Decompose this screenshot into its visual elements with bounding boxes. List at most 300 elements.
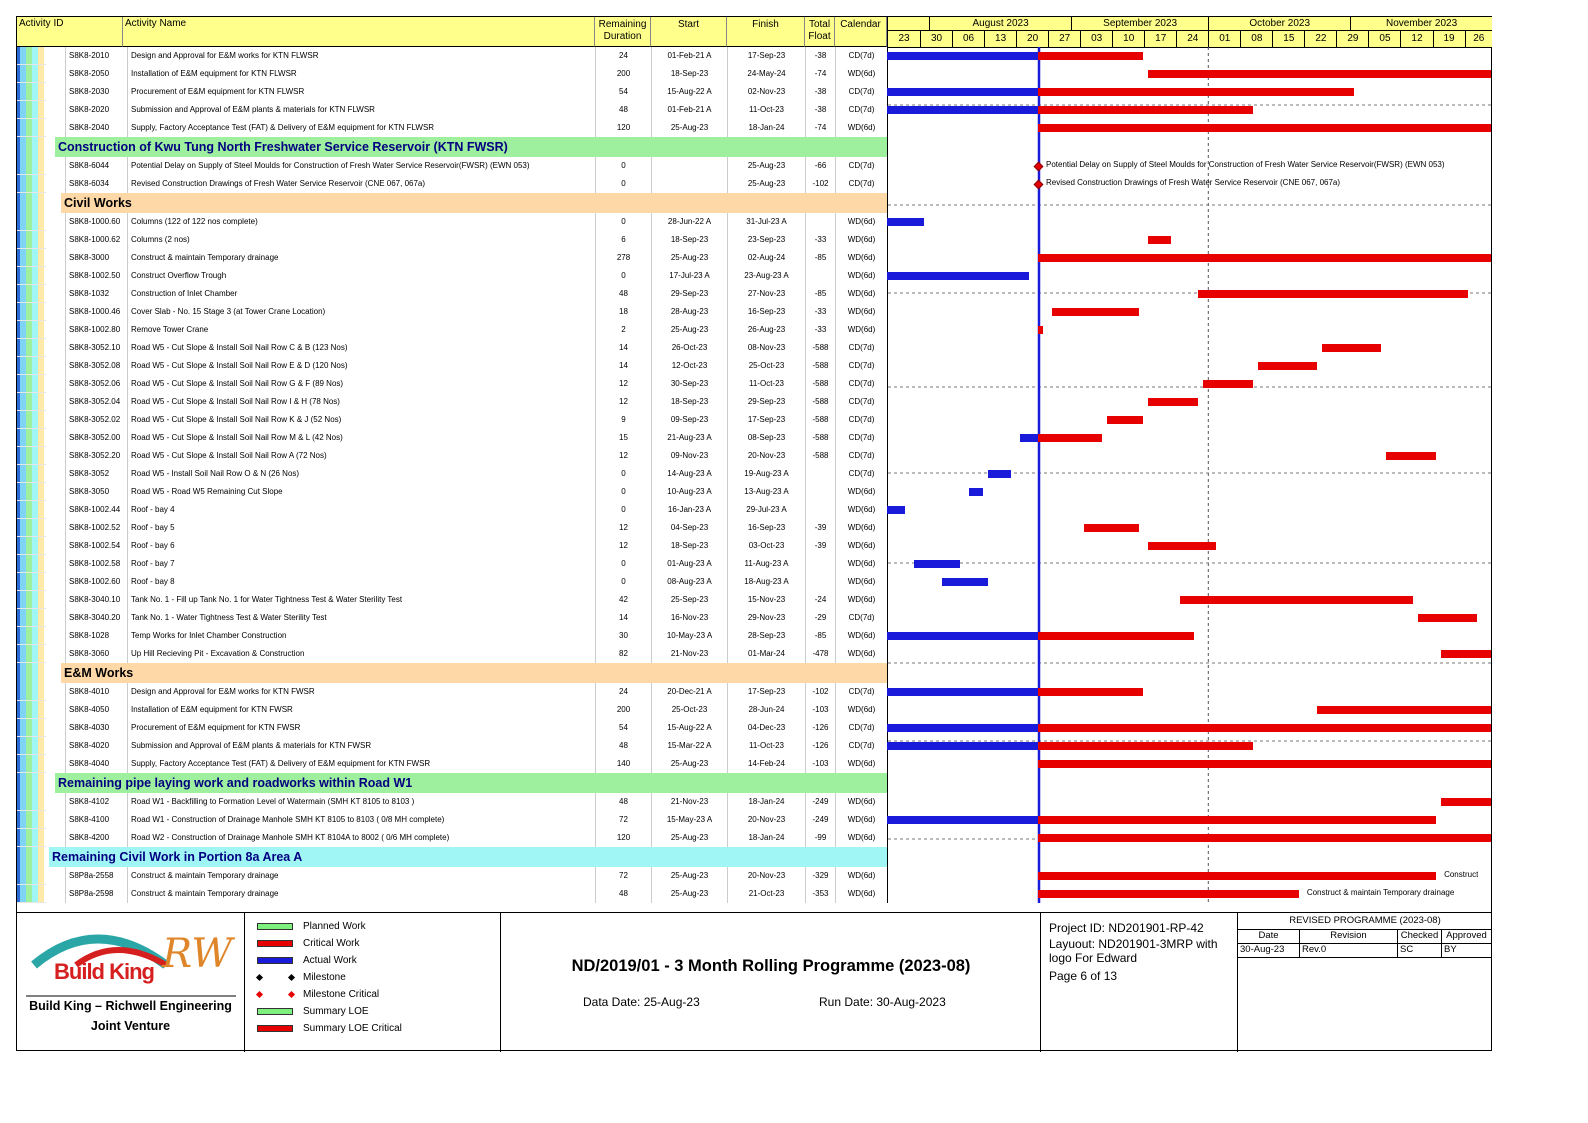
- activity-name: Road W5 - Cut Slope & Install Soil Nail Row I & H (78 Nos): [127, 393, 593, 411]
- section-header[interactable]: Construction of Kwu Tung North Freshwater Service Reservoir (KTN FWSR): [55, 137, 887, 157]
- activity-id: S8K8-3052.10: [65, 339, 123, 357]
- activity-row[interactable]: [17, 267, 887, 285]
- remaining-duration: 0: [595, 573, 651, 591]
- total-float: -102: [805, 683, 835, 701]
- total-float: -588: [805, 411, 835, 429]
- revision-header: Checked: [1398, 930, 1442, 944]
- start-date: 21-Nov-23: [651, 793, 727, 811]
- activity-name: Tank No. 1 - Fill up Tank No. 1 for Water Tightness Test & Water Sterility Test: [127, 591, 593, 609]
- activity-name: Road W5 - Cut Slope & Install Soil Nail Row A (72 Nos): [127, 447, 593, 465]
- activity-row[interactable]: [17, 101, 887, 119]
- activity-id: S8K8-4010: [65, 683, 123, 701]
- finish-date: 26-Aug-23: [727, 321, 805, 339]
- start-date: 15-May-23 A: [651, 811, 727, 829]
- timescale-week: 13: [984, 31, 1016, 47]
- activity-row[interactable]: [17, 867, 887, 885]
- critical-work-bar[interactable]: [1038, 124, 1491, 132]
- remaining-duration: 12: [595, 375, 651, 393]
- critical-work-bar[interactable]: [1038, 434, 1102, 442]
- activity-id: S8K8-3052.04: [65, 393, 123, 411]
- actual-work-bar[interactable]: [887, 88, 1038, 96]
- activity-id: S8P8a-2558: [65, 867, 123, 885]
- critical-work-bar[interactable]: [1198, 290, 1468, 298]
- finish-date: 29-Sep-23: [727, 393, 805, 411]
- remaining-duration: 6: [595, 231, 651, 249]
- critical-work-bar[interactable]: [1038, 688, 1143, 696]
- activity-id: S8K8-3052.00: [65, 429, 123, 447]
- actual-work-bar[interactable]: [1020, 434, 1038, 442]
- activity-name: Design and Approval for E&M works for KTN FWSR: [127, 683, 593, 701]
- activity-row[interactable]: [17, 811, 887, 829]
- activity-id: S8K8-3040.10: [65, 591, 123, 609]
- activity-row[interactable]: [17, 537, 887, 555]
- critical-work-bar[interactable]: [1038, 760, 1491, 768]
- critical-work-bar[interactable]: [1038, 254, 1491, 262]
- activity-row[interactable]: [17, 627, 887, 645]
- critical-work-bar[interactable]: [1107, 416, 1144, 424]
- timescale-month: September 2023: [1071, 17, 1208, 31]
- critical-work-bar[interactable]: [1038, 724, 1491, 732]
- total-float: -102: [805, 175, 835, 193]
- activity-row[interactable]: [17, 591, 887, 609]
- start-date: 29-Sep-23: [651, 285, 727, 303]
- remaining-duration: 12: [595, 393, 651, 411]
- start-date: 10-May-23 A: [651, 627, 727, 645]
- revision-value: 30-Aug-23: [1238, 944, 1300, 958]
- critical-work-bar[interactable]: [1317, 706, 1491, 714]
- header-finish[interactable]: Finish: [727, 17, 805, 47]
- start-date: 10-Aug-23 A: [651, 483, 727, 501]
- actual-work-bar[interactable]: [887, 272, 1029, 280]
- remaining-duration: 48: [595, 793, 651, 811]
- start-date: 28-Jun-22 A: [651, 213, 727, 231]
- start-date: 21-Nov-23: [651, 645, 727, 663]
- start-date: 18-Sep-23: [651, 65, 727, 83]
- activity-row[interactable]: [17, 119, 887, 137]
- activity-row[interactable]: [17, 719, 887, 737]
- total-float: [805, 267, 835, 285]
- activity-row[interactable]: [17, 793, 887, 811]
- calendar: CD(7d): [835, 465, 887, 483]
- activity-name: Construct & maintain Temporary drainage: [127, 885, 593, 903]
- activity-row[interactable]: [17, 357, 887, 375]
- actual-work-bar[interactable]: [887, 106, 1038, 114]
- activity-id: S8K8-2040: [65, 119, 123, 137]
- timescale-week: 20: [1016, 31, 1048, 47]
- activity-name: Roof - bay 8: [127, 573, 593, 591]
- activity-row[interactable]: [17, 411, 887, 429]
- activity-name: Roof - bay 6: [127, 537, 593, 555]
- start-date: 25-Aug-23: [651, 829, 727, 847]
- timescale-week: 24: [1176, 31, 1208, 47]
- critical-work-bar[interactable]: [1038, 834, 1491, 842]
- start-date: 14-Aug-23 A: [651, 465, 727, 483]
- finish-date: 25-Oct-23: [727, 357, 805, 375]
- finish-date: 13-Aug-23 A: [727, 483, 805, 501]
- activity-row[interactable]: [17, 285, 887, 303]
- start-date: 16-Nov-23: [651, 609, 727, 627]
- activity-row[interactable]: [17, 645, 887, 663]
- header-activity-name[interactable]: Activity Name: [123, 17, 595, 47]
- legend-label: Planned Work: [303, 921, 366, 932]
- activity-name: Installation of E&M equipment for KTN FLWSR: [127, 65, 593, 83]
- critical-work-bar[interactable]: [1386, 452, 1436, 460]
- header-remaining-duration[interactable]: Remaining Duration: [595, 17, 651, 47]
- critical-work-bar[interactable]: [1038, 816, 1436, 824]
- section-header[interactable]: E&M Works: [61, 663, 887, 683]
- finish-date: 20-Nov-23: [727, 811, 805, 829]
- activity-id: S8K8-1002.50: [65, 267, 123, 285]
- total-float: [805, 465, 835, 483]
- remaining-duration: 200: [595, 701, 651, 719]
- legend-label: Summary LOE Critical: [303, 1023, 402, 1034]
- actual-work-bar[interactable]: [887, 506, 905, 514]
- activity-id: S8K8-2020: [65, 101, 123, 119]
- title-block: [501, 913, 1041, 1052]
- remaining-duration: 24: [595, 47, 651, 65]
- activity-name: Construct Overflow Trough: [127, 267, 593, 285]
- remaining-duration: 9: [595, 411, 651, 429]
- activity-name: Supply, Factory Acceptance Test (FAT) & Delivery of E&M equipment for KTN FWSR: [127, 755, 593, 773]
- activity-name: Road W5 - Road W5 Remaining Cut Slope: [127, 483, 593, 501]
- total-float: -588: [805, 357, 835, 375]
- section-header[interactable]: Remaining Civil Work in Portion 8a Area A: [49, 847, 887, 867]
- timescale-month: November 2023: [1350, 17, 1492, 31]
- critical-work-bar[interactable]: [1038, 890, 1299, 898]
- total-float: -249: [805, 811, 835, 829]
- finish-date: 17-Sep-23: [727, 47, 805, 65]
- activity-name: Revised Construction Drawings of Fresh Water Service Reservoir (CNE 067, 067a): [127, 175, 593, 193]
- calendar: CD(7d): [835, 375, 887, 393]
- critical-work-bar[interactable]: [1322, 344, 1381, 352]
- critical-work-bar[interactable]: [1038, 52, 1143, 60]
- remaining-duration: 0: [595, 157, 651, 175]
- start-date: 01-Feb-21 A: [651, 47, 727, 65]
- activity-row[interactable]: [17, 701, 887, 719]
- finish-date: 20-Nov-23: [727, 867, 805, 885]
- critical-work-bar[interactable]: [1441, 650, 1491, 658]
- activity-row[interactable]: [17, 501, 887, 519]
- critical-work-bar[interactable]: [1052, 308, 1139, 316]
- total-float: -588: [805, 447, 835, 465]
- total-float: [805, 483, 835, 501]
- logo-box: [16, 913, 245, 1052]
- activity-row[interactable]: [17, 885, 887, 903]
- legend-swatch: [257, 1025, 293, 1032]
- total-float: -85: [805, 249, 835, 267]
- bar-label: Construct & maintain Temporary drainage: [1306, 888, 1455, 897]
- finish-date: 29-Jul-23 A: [727, 501, 805, 519]
- calendar: WD(6d): [835, 627, 887, 645]
- activity-id: S8K8-6044: [65, 157, 123, 175]
- activity-id: S8K8-1002.58: [65, 555, 123, 573]
- actual-work-bar[interactable]: [942, 578, 988, 586]
- activity-id: S8K8-3050: [65, 483, 123, 501]
- finish-date: 15-Nov-23: [727, 591, 805, 609]
- header-start[interactable]: Start: [651, 17, 727, 47]
- header-activity-id[interactable]: Activity ID: [17, 17, 123, 47]
- total-float: -588: [805, 429, 835, 447]
- activity-row[interactable]: [17, 157, 887, 175]
- actual-work-bar[interactable]: [914, 560, 960, 568]
- activity-name: Road W5 - Cut Slope & Install Soil Nail Row M & L (42 Nos): [127, 429, 593, 447]
- remaining-duration: 0: [595, 213, 651, 231]
- calendar: WD(6d): [835, 213, 887, 231]
- data-date: Data Date: 25-Aug-23: [583, 995, 700, 1009]
- activity-name: Potential Delay on Supply of Steel Moulds for Construction of Fresh Water Service Reservoir(FWSR) (EWN 053): [127, 157, 593, 175]
- timescale-week: 10: [1112, 31, 1144, 47]
- activity-row[interactable]: [17, 375, 887, 393]
- revision-value: Rev.0: [1300, 944, 1398, 958]
- critical-work-bar[interactable]: [1441, 798, 1491, 806]
- finish-date: 11-Oct-23: [727, 375, 805, 393]
- critical-work-bar[interactable]: [1203, 380, 1253, 388]
- activity-row[interactable]: [17, 555, 887, 573]
- legend-milestone-icon: [288, 991, 295, 998]
- calendar: WD(6d): [835, 793, 887, 811]
- timescale-week: 22: [1304, 31, 1336, 47]
- activity-name: Road W5 - Cut Slope & Install Soil Nail Row G & F (89 Nos): [127, 375, 593, 393]
- calendar: CD(7d): [835, 339, 887, 357]
- legend-swatch: [257, 957, 293, 964]
- activity-id: S8K8-4030: [65, 719, 123, 737]
- total-float: -29: [805, 609, 835, 627]
- finish-date: 31-Jul-23 A: [727, 213, 805, 231]
- remaining-duration: 120: [595, 829, 651, 847]
- remaining-duration: 0: [595, 483, 651, 501]
- activity-row[interactable]: [17, 47, 887, 65]
- actual-work-bar[interactable]: [887, 218, 924, 226]
- critical-work-bar[interactable]: [1418, 614, 1477, 622]
- total-float: -478: [805, 645, 835, 663]
- calendar: CD(7d): [835, 175, 887, 193]
- actual-work-bar[interactable]: [969, 488, 983, 496]
- activity-row[interactable]: [17, 429, 887, 447]
- total-float: -85: [805, 285, 835, 303]
- actual-work-bar[interactable]: [887, 632, 1038, 640]
- finish-date: 16-Sep-23: [727, 519, 805, 537]
- activity-row[interactable]: [17, 321, 887, 339]
- section-header[interactable]: Civil Works: [61, 193, 887, 213]
- activity-row[interactable]: [17, 175, 887, 193]
- remaining-duration: 278: [595, 249, 651, 267]
- activity-row[interactable]: [17, 519, 887, 537]
- legend-label: Milestone: [303, 972, 346, 983]
- activity-row[interactable]: [17, 447, 887, 465]
- start-date: 25-Aug-23: [651, 119, 727, 137]
- activity-id: S8K8-1000.62: [65, 231, 123, 249]
- activity-name: Procurement of E&M equipment for KTN FWSR: [127, 719, 593, 737]
- critical-work-bar[interactable]: [1180, 596, 1413, 604]
- activity-name: Roof - bay 7: [127, 555, 593, 573]
- finish-date: 03-Oct-23: [727, 537, 805, 555]
- critical-work-bar[interactable]: [1258, 362, 1317, 370]
- activity-row[interactable]: [17, 231, 887, 249]
- timescale-week: 17: [1144, 31, 1176, 47]
- critical-work-bar[interactable]: [1038, 326, 1043, 334]
- page-number: Page 6 of 13: [1049, 969, 1118, 983]
- finish-date: 17-Sep-23: [727, 683, 805, 701]
- remaining-duration: 12: [595, 447, 651, 465]
- actual-work-bar[interactable]: [887, 52, 1038, 60]
- critical-work-bar[interactable]: [1038, 88, 1354, 96]
- activity-row[interactable]: [17, 573, 887, 591]
- activity-id: S8K8-3052.20: [65, 447, 123, 465]
- gantt-gridlines: [888, 17, 1492, 903]
- activity-row[interactable]: [17, 65, 887, 83]
- total-float: -33: [805, 231, 835, 249]
- start-date: 01-Aug-23 A: [651, 555, 727, 573]
- remaining-duration: 0: [595, 501, 651, 519]
- finish-date: 27-Nov-23: [727, 285, 805, 303]
- critical-work-bar[interactable]: [1148, 70, 1491, 78]
- actual-work-bar[interactable]: [887, 816, 1038, 824]
- activity-id: S8K8-1032: [65, 285, 123, 303]
- start-date: 20-Dec-21 A: [651, 683, 727, 701]
- activity-id: S8K8-2010: [65, 47, 123, 65]
- activity-name: Cover Slab - No. 15 Stage 3 (at Tower Crane Location): [127, 303, 593, 321]
- activity-row[interactable]: [17, 683, 887, 701]
- run-date: Run Date: 30-Aug-2023: [819, 995, 946, 1009]
- total-float: [805, 573, 835, 591]
- revision-value: BY: [1442, 944, 1492, 958]
- activity-row[interactable]: [17, 465, 887, 483]
- total-float: -74: [805, 119, 835, 137]
- total-float: -38: [805, 83, 835, 101]
- legend-label: Critical Work: [303, 938, 360, 949]
- timescale-week: 19: [1433, 31, 1465, 47]
- legend-swatch: [257, 923, 293, 930]
- calendar: WD(6d): [835, 303, 887, 321]
- remaining-duration: 15: [595, 429, 651, 447]
- calendar: WD(6d): [835, 867, 887, 885]
- activity-name: Road W1 - Construction of Drainage Manhole SMH KT 8105 to 8103 ( 0/8 MH complete): [127, 811, 593, 829]
- activity-id: S8K8-1002.60: [65, 573, 123, 591]
- remaining-duration: 14: [595, 339, 651, 357]
- remaining-duration: 72: [595, 811, 651, 829]
- actual-work-bar[interactable]: [887, 688, 1038, 696]
- finish-date: 20-Nov-23: [727, 447, 805, 465]
- activity-row[interactable]: [17, 393, 887, 411]
- timescale-month: August 2023: [929, 17, 1071, 31]
- total-float: [805, 501, 835, 519]
- calendar: WD(6d): [835, 519, 887, 537]
- total-float: -103: [805, 701, 835, 719]
- finish-date: 23-Sep-23: [727, 231, 805, 249]
- milestone-label: Potential Delay on Supply of Steel Moulds for Construction of Fresh Water Service Reservoir(FWSR) (EWN 053): [1046, 160, 1445, 169]
- actual-work-bar[interactable]: [887, 724, 1038, 732]
- activity-id: S8K8-2030: [65, 83, 123, 101]
- calendar: WD(6d): [835, 811, 887, 829]
- activity-name: Road W5 - Cut Slope & Install Soil Nail Row K & J (52 Nos): [127, 411, 593, 429]
- timescale-week: 23: [898, 33, 910, 44]
- critical-work-bar[interactable]: [1038, 632, 1194, 640]
- activity-id: S8K8-1000.46: [65, 303, 123, 321]
- finish-date: 25-Aug-23: [727, 175, 805, 193]
- critical-work-bar[interactable]: [1148, 236, 1171, 244]
- critical-work-bar[interactable]: [1038, 106, 1253, 114]
- total-float: -588: [805, 393, 835, 411]
- total-float: -103: [805, 755, 835, 773]
- section-header[interactable]: Remaining pipe laying work and roadworks within Road W1: [55, 773, 887, 793]
- calendar: WD(6d): [835, 285, 887, 303]
- start-date: 18-Sep-23: [651, 537, 727, 555]
- header-total-float[interactable]: Total Float: [805, 17, 835, 47]
- activity-row[interactable]: [17, 339, 887, 357]
- activity-row[interactable]: [17, 83, 887, 101]
- calendar: CD(7d): [835, 393, 887, 411]
- timescale-week: 03: [1080, 31, 1112, 47]
- critical-work-bar[interactable]: [1148, 398, 1198, 406]
- activity-name: Tank No. 1 - Water Tightness Test & Water Sterility Test: [127, 609, 593, 627]
- activity-name: Road W5 - Cut Slope & Install Soil Nail Row C & B (123 Nos): [127, 339, 593, 357]
- activity-row[interactable]: [17, 483, 887, 501]
- calendar: WD(6d): [835, 483, 887, 501]
- calendar: WD(6d): [835, 573, 887, 591]
- start-date: 01-Feb-21 A: [651, 101, 727, 119]
- activity-row[interactable]: [17, 609, 887, 627]
- total-float: -39: [805, 537, 835, 555]
- actual-work-bar[interactable]: [988, 470, 1011, 478]
- critical-work-bar[interactable]: [1038, 742, 1253, 750]
- calendar: CD(7d): [835, 83, 887, 101]
- calendar: WD(6d): [835, 249, 887, 267]
- calendar: CD(7d): [835, 101, 887, 119]
- header-calendar[interactable]: Calendar: [835, 17, 887, 47]
- activity-name: Temp Works for Inlet Chamber Construction: [127, 627, 593, 645]
- total-float: -353: [805, 885, 835, 903]
- project-id: Project ID: ND201901-RP-42: [1049, 921, 1204, 935]
- activity-id: S8K8-1002.44: [65, 501, 123, 519]
- activity-row[interactable]: [17, 829, 887, 847]
- activity-name: Construct & maintain Temporary drainage: [127, 867, 593, 885]
- actual-work-bar[interactable]: [887, 742, 1038, 750]
- critical-work-bar[interactable]: [1038, 872, 1436, 880]
- finish-date: 25-Aug-23: [727, 157, 805, 175]
- total-float: [805, 555, 835, 573]
- critical-work-bar[interactable]: [1084, 524, 1139, 532]
- total-float: -126: [805, 719, 835, 737]
- start-date: 18-Sep-23: [651, 393, 727, 411]
- remaining-duration: 72: [595, 867, 651, 885]
- logo-brand-buildking: Build King: [54, 959, 154, 984]
- critical-work-bar[interactable]: [1148, 542, 1217, 550]
- activity-row[interactable]: [17, 755, 887, 773]
- activity-row[interactable]: [17, 213, 887, 231]
- finish-date: 18-Jan-24: [727, 829, 805, 847]
- activity-row[interactable]: [17, 249, 887, 267]
- activity-id: S8K8-4200: [65, 829, 123, 847]
- activity-name: Procurement of E&M equipment for KTN FLWSR: [127, 83, 593, 101]
- activity-id: S8K8-3060: [65, 645, 123, 663]
- activity-row[interactable]: [17, 737, 887, 755]
- start-date: 16-Jan-23 A: [651, 501, 727, 519]
- total-float: -126: [805, 737, 835, 755]
- calendar: WD(6d): [835, 885, 887, 903]
- remaining-duration: 14: [595, 609, 651, 627]
- activity-id: S8K8-4050: [65, 701, 123, 719]
- activity-id: S8K8-3052.08: [65, 357, 123, 375]
- activity-name: Submission and Approval of E&M plants & materials for KTN FLWSR: [127, 101, 593, 119]
- calendar: WD(6d): [835, 231, 887, 249]
- legend-swatch: [257, 940, 293, 947]
- calendar: WD(6d): [835, 501, 887, 519]
- logo-line-2: Joint Venture: [90, 1019, 171, 1033]
- remaining-duration: 54: [595, 83, 651, 101]
- timescale-week: 01: [1208, 31, 1240, 47]
- activity-name: Columns (2 nos): [127, 231, 593, 249]
- activity-row[interactable]: [17, 303, 887, 321]
